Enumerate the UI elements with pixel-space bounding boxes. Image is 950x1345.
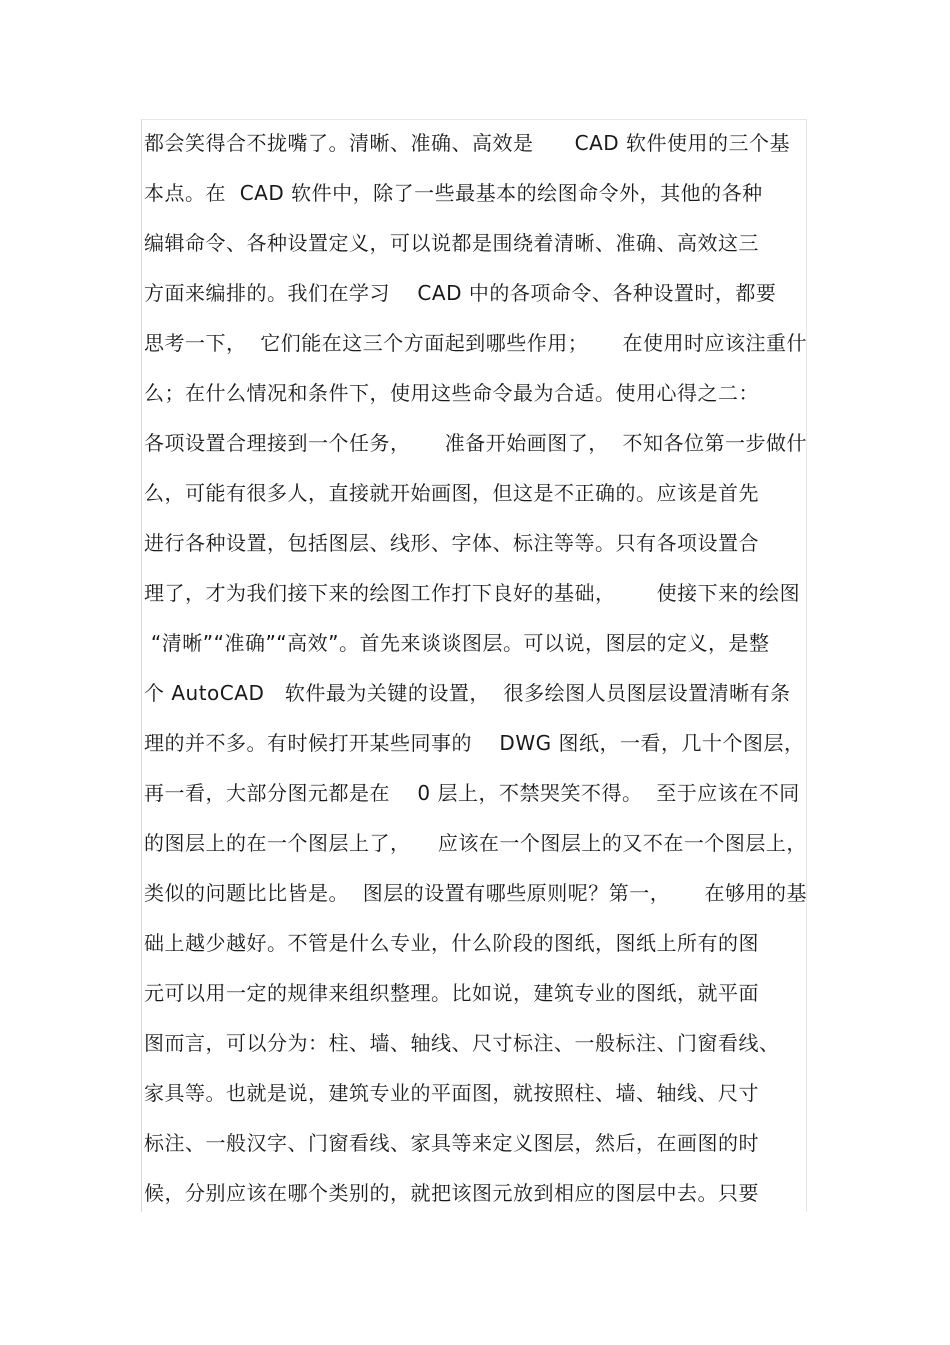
text-line: 都会笑得合不拢嘴了。清晰、准确、高效是 CAD 软件使用的三个基 (144, 131, 791, 155)
text-line: 候，分别应该在哪个类别的，就把该图元放到相应的图层中去。只要 (144, 1181, 759, 1205)
text-line: 思考一下， 它们能在这三个方面起到哪些作用； 在使用时应该注重什 (144, 331, 808, 355)
text-line: 本点。在 CAD 软件中，除了一些最基本的绘图命令外，其他的各种 (144, 181, 763, 205)
text-line: 的图层上的在一个图层上了， 应该在一个图层上的又不在一个图层上， (144, 831, 807, 855)
text-line: 础上越少越好。不管是什么专业，什么阶段的图纸，图纸上所有的图 (144, 931, 759, 955)
text-line: 标注、一般汉字、门窗看线、家具等来定义图层，然后，在画图的时 (144, 1131, 759, 1155)
text-line: 么；在什么情况和条件下，使用这些命令最为合适。使用心得之二： (144, 381, 759, 405)
text-line: 么，可能有很多人，直接就开始画图，但这是不正确的。应该是首先 (144, 481, 759, 505)
text-line: 编辑命令、各种设置定义，可以说都是围绕着清晰、准确、高效这三 (144, 231, 759, 255)
text-line: 再一看，大部分图元都是在 0 层上，不禁哭笑不得。 至于应该在不同 (144, 781, 800, 805)
text-line: 方面来编排的。我们在学习 CAD 中的各项命令、各种设置时，都要 (144, 281, 777, 305)
text-line: 类似的问题比比皆是。 图层的设置有哪些原则呢？第一， 在够用的基 (144, 881, 808, 905)
body-text (144, 118, 808, 1218)
text-line: 进行各种设置，包括图层、线形、字体、标注等等。只有各项设置合 (144, 531, 759, 555)
text-line: “清晰”“准确”“高效”。首先来谈谈图层。可以说，图层的定义，是整 (144, 631, 770, 655)
text-line: 个 AutoCAD 软件最为关键的设置， 很多绘图人员图层设置清晰有条 (144, 681, 791, 705)
text-line: 图而言，可以分为：柱、墙、轴线、尺寸标注、一般标注、门窗看线、 (144, 1031, 780, 1055)
text-line: 家具等。也就是说，建筑专业的平面图，就按照柱、墙、轴线、尺寸 (144, 1081, 759, 1105)
text-line: 各项设置合理接到一个任务， 准备开始画图了， 不知各位第一步做什 (144, 431, 808, 455)
text-line: 理了，才为我们接下来的绘图工作打下良好的基础， 使接下来的绘图 (144, 581, 801, 605)
text-line: 元可以用一定的规律来组织整理。比如说，建筑专业的图纸，就平面 (144, 981, 759, 1005)
text-line: 理的并不多。有时候打开某些同事的 DWG 图纸，一看，几十个图层， (144, 731, 805, 755)
